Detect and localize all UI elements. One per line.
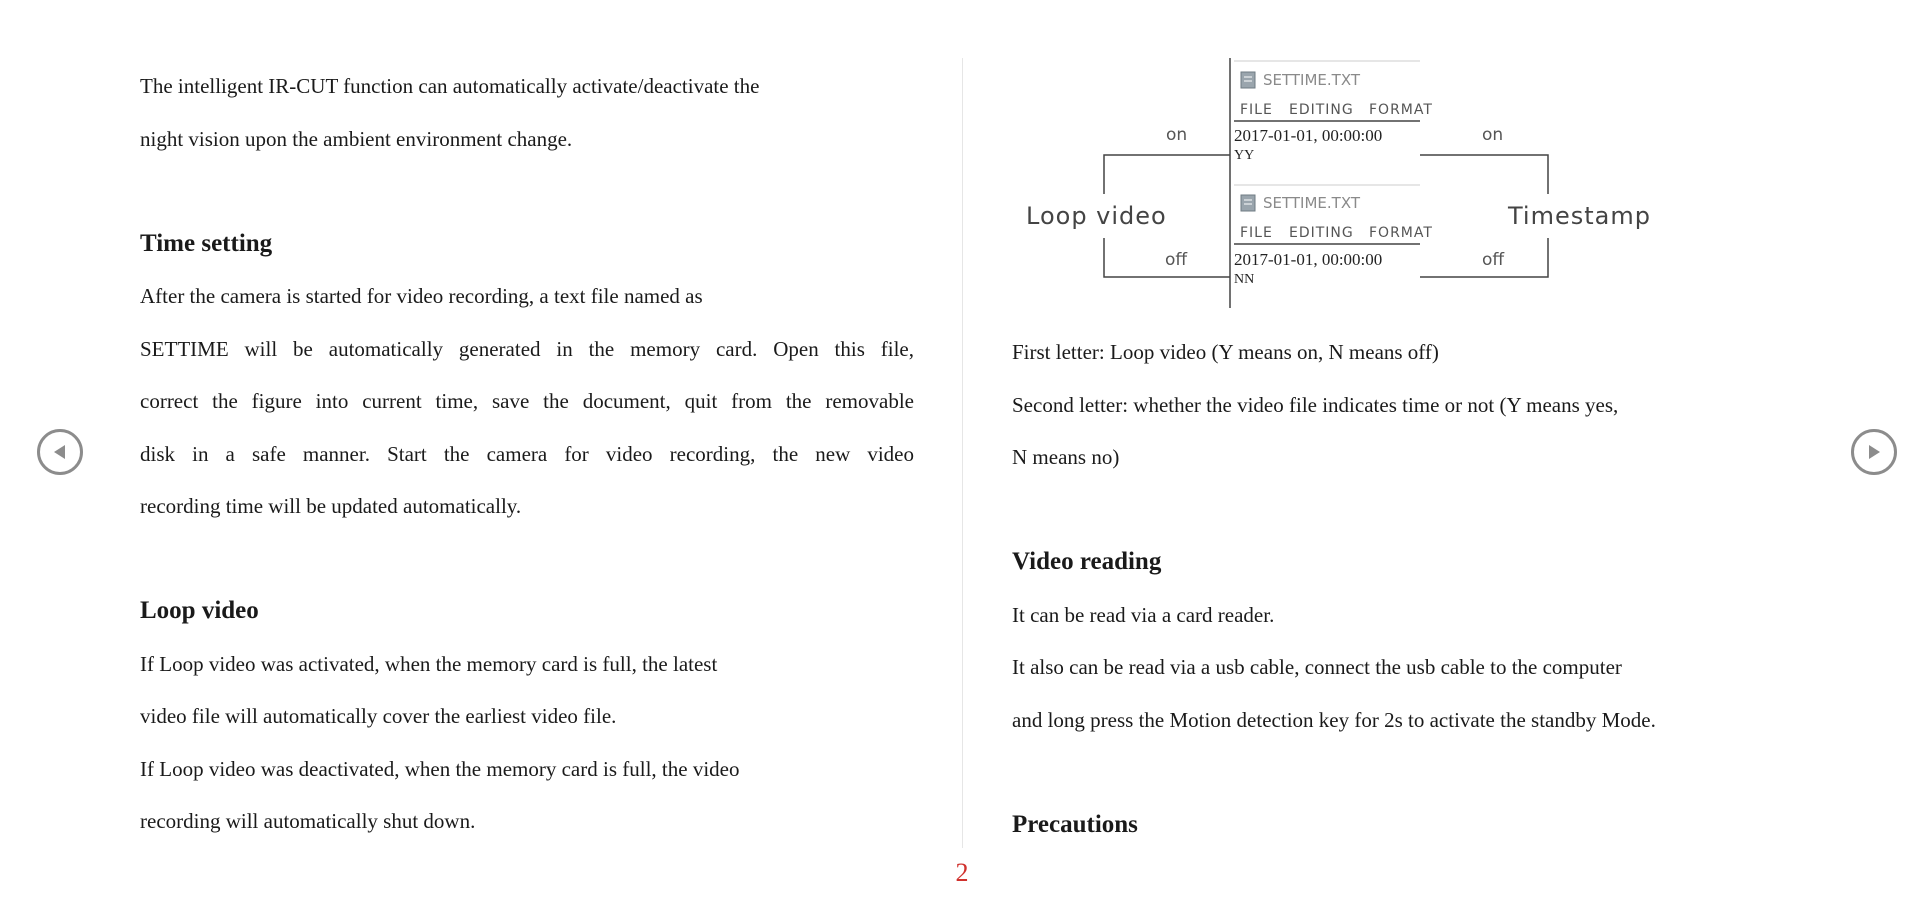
time-setting-line-4: disk in a safe manner. Start the camera for video recording, the new video [140,441,914,466]
previous-page-button[interactable] [37,429,83,475]
bottom-window-menu-editing: EDITING [1289,225,1354,241]
time-setting-heading: Time setting [140,229,273,257]
loop-video-heading: Loop video [140,597,259,624]
top-window-content: 2017-01-01, 00:00:00 [1234,126,1383,145]
top-window-menu-format: FORMAT [1369,102,1433,118]
timestamp-off-label: off [1482,250,1505,270]
text-file-icon [1241,195,1255,211]
second-letter-line-cont: N means no) [1012,445,1120,469]
loop-video-line-4: recording will automatically shut down. [140,809,476,833]
video-reading-line-3: and long press the Motion detection key for 2s to activate the standby Mode. [1012,707,1656,732]
loop-off-label: off [1165,250,1188,270]
book-spine-divider [962,58,963,848]
chevron-left-icon [40,432,80,472]
bottom-window-menu-format: FORMAT [1369,225,1433,241]
top-settime-window [1234,61,1433,163]
timestamp-label: Timestamp [1508,202,1651,230]
text-file-icon [1241,72,1255,88]
settime-diagram-graphic [1012,58,1772,326]
top-window-menu-editing: EDITING [1289,102,1354,118]
bottom-window-content: 2017-01-01, 00:00:00 [1234,250,1383,269]
timestamp-on-label: on [1482,125,1504,145]
time-setting-line-1: After the camera is started for video recording, a text file named as [140,284,703,308]
bottom-window-menu-file: FILE [1240,225,1273,241]
page-number: 2 [955,858,969,887]
loop-video-label: Loop video [1026,202,1167,230]
intro-line-2: night vision upon the ambient environment change. [140,126,573,151]
loop-on-label: on [1166,125,1188,145]
chevron-right-icon [1854,432,1894,472]
top-window-menu-file: FILE [1240,102,1273,118]
next-page-button[interactable] [1851,429,1897,475]
time-setting-line-5: recording time will be updated automatically. [140,494,522,518]
time-setting-line-2: SETTIME will be automatically generated in the memory card. Open this file, [140,336,914,361]
time-setting-line-3: correct the figure into current time, save the document, quit from the removable [140,389,914,413]
second-letter-line: Second letter: whether the video file indicates time or not (Y means yes, [1012,392,1619,417]
first-letter-line: First letter: Loop video (Y means on, N means off) [1012,340,1439,364]
video-reading-line-1: It can be read via a card reader. [1012,602,1275,627]
bottom-window-title: SETTIME.TXT [1263,194,1361,212]
right-page [1012,60,1772,851]
video-reading-heading: Video reading [1012,548,1162,575]
top-window-title: SETTIME.TXT [1263,71,1361,89]
video-reading-line-2: It also can be read via a usb cable, connect the usb cable to the computer [1012,655,1622,679]
bottom-window-flags: NN [1234,272,1255,287]
loop-video-line-1: If Loop video was activated, when the memory card is full, the latest [140,651,718,676]
loop-video-line-2: video file will automatically cover the earliest video file. [140,704,617,728]
precautions-heading: Precautions [1012,810,1138,838]
intro-line-1: The intelligent IR-CUT function can automatically activate/deactivate the [140,74,760,98]
top-window-flags: YY [1234,148,1255,163]
settime-diagram [1012,58,1772,326]
left-page [140,60,914,848]
bottom-settime-window [1234,185,1433,287]
loop-video-line-3: If Loop video was deactivated, when the memory card is full, the video [140,756,740,781]
